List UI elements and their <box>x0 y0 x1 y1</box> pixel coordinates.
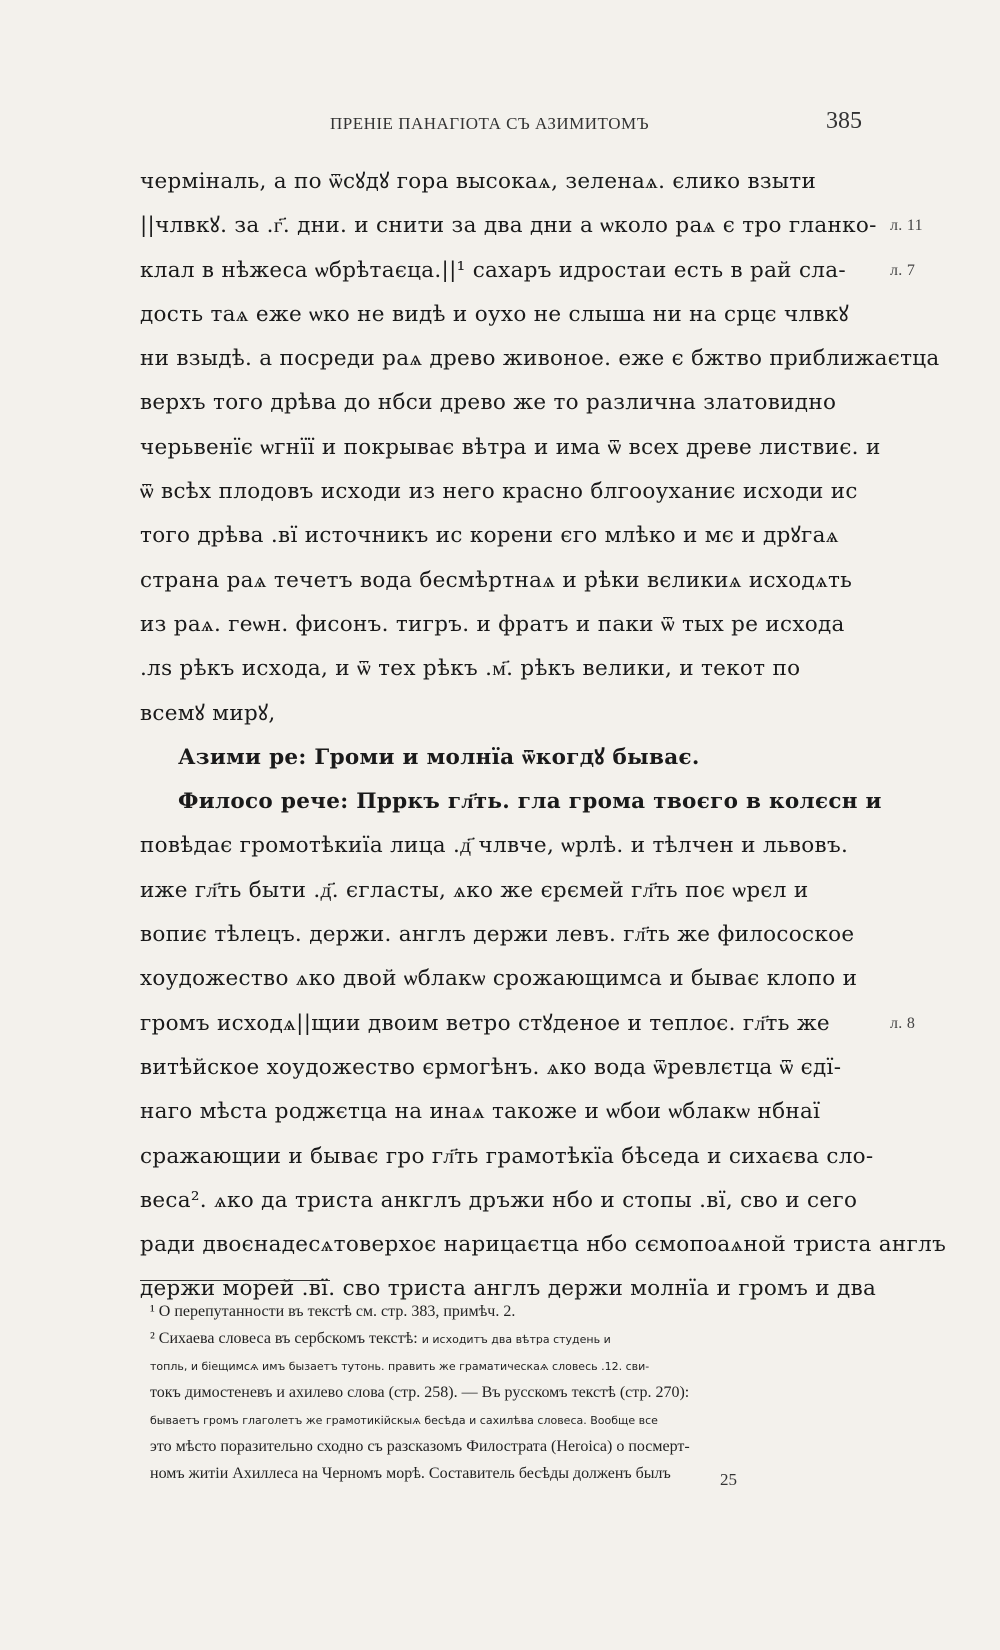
text-line-content: черьвенїє ѡгнїї и покрыває вѣтра и има ѿ всех древе листвиє. и <box>140 434 881 460</box>
signature-mark: 25 <box>720 1470 737 1489</box>
page-number: 385 <box>826 108 862 134</box>
footnote-line <box>150 1406 890 1433</box>
text-line-content: того дрѣва .вї источникъ ис корени єго млѣко и мє и дрꙋгаѧ <box>140 523 839 549</box>
text-line <box>140 1046 880 1090</box>
text-line <box>140 647 880 691</box>
text-line-content: ѿ всѣх плодовъ исходи из него красно блгооуханиє исходи ис <box>140 479 858 505</box>
text-line-content: дость таѧ еже ѡко не видѣ и оухо не слыша ни на срцє члвкꙋ <box>140 301 850 327</box>
text-line <box>140 470 880 514</box>
text-line-content: повѣдає громотѣкиїа лица .д҃ члвче, ѡрлѣ. и тѣлчен и львовъ. <box>140 833 849 859</box>
footnote-slavonic-text: и исходитъ два вѣтра студень и <box>421 1333 611 1346</box>
text-line-content: громъ исходѧ||щии двоим ветро стꙋденое и теплоє. гл҃ть же <box>140 1010 830 1036</box>
footnote-line <box>150 1298 890 1325</box>
text-line <box>140 160 880 204</box>
text-line <box>140 293 880 337</box>
text-line-content: Азими ре: Громи и молнїа ѿкогдꙋ быває. <box>178 744 700 770</box>
margin-note: л. 7 <box>890 261 916 279</box>
footnote-line <box>150 1433 890 1460</box>
footnotes <box>150 1298 890 1487</box>
footnote-slavonic-text: топль, и біещимсѧ имъ бызаетъ тутонь. править же граматическаѧ словесь .12. сви- <box>150 1360 650 1373</box>
text-line-content: ради двоєнадесѧтоверхоє нарицаєтца нбо сємопоаѧной триста англъ <box>140 1232 947 1258</box>
text-line <box>140 514 880 558</box>
text-line-content: верхъ того дрѣва до нбси древо же то различна златовидно <box>140 390 837 416</box>
footnote-text: ¹ О перепутанности въ текстѣ см. стр. 383, примѣч. 2. <box>150 1303 516 1320</box>
text-line <box>140 824 880 868</box>
footnote-text: ² Сихаева словеса въ сербскомъ текстѣ: <box>150 1330 418 1347</box>
text-line <box>140 869 880 913</box>
text-line <box>140 780 880 824</box>
running-title: ПРЕНІЕ ПАНАГІОТА СЪ АЗИМИТОМЪ <box>330 114 650 133</box>
text-line-content: .лѕ рѣкъ исхода, и ѿ тех рѣкъ .м҃. рѣкъ велики, и текот по <box>140 656 801 682</box>
text-line <box>140 957 880 1001</box>
footnote-text: это мѣсто поразительно сходно съ разсказомъ Филострата (Heroica) о посмерт- <box>150 1438 690 1455</box>
text-line <box>140 204 923 248</box>
running-head <box>0 108 1000 138</box>
footnote-line <box>150 1352 890 1379</box>
text-line <box>140 692 880 736</box>
text-line-content: вопиє тѣлецъ. держи. англъ держи левъ. гл҃ть же филосоское <box>140 922 855 948</box>
margin-note: л. 8 <box>890 1014 916 1032</box>
text-line <box>140 1002 916 1046</box>
text-line <box>140 381 880 425</box>
text-line-content: клал в нѣжеса ѡбрѣтаєца.||¹ сахаръ идростаи есть в рай сла- <box>140 257 846 283</box>
body-text <box>140 160 947 1312</box>
text-line-content: ни взыдѣ. а посреди раѧ древо живоное. еже є бжтво приближаєтца <box>140 346 940 372</box>
text-line-content: ||члвкꙋ. за .г҃. дни. и снити за два дни а ѡколо раѧ є тро гланко- <box>140 213 877 239</box>
text-line-content: черміналь, а по ѿсꙋдꙋ гора высокаѧ, зеленаѧ. єлико взыти <box>140 169 817 194</box>
footnote-text: номъ житіи Ахиллеса на Черномъ морѣ. Составитель бесѣды долженъ былъ <box>150 1465 671 1482</box>
text-line-content: витѣйское хоудожество єрмогѣнъ. ѧко вода ѿревлєтца ѿ єдї- <box>140 1054 842 1080</box>
text-line <box>140 1090 880 1134</box>
footnote-line <box>150 1379 890 1406</box>
text-line-content: хоудожество ѧко двой ѡблакѡ срожающимса и быває клопо и <box>140 966 858 992</box>
text-line-content: веса². ѧко да триста анкглъ дръжи нбо и стопы .вї, сво и сего <box>140 1187 858 1213</box>
text-line <box>140 736 880 780</box>
text-line <box>140 337 940 381</box>
text-line-content: всемꙋ мирꙋ, <box>140 700 276 726</box>
text-line <box>140 913 880 957</box>
text-line-content: Филосо рече: Прркъ гл҃ть. гла грома твоєго в колєсн и <box>178 789 882 815</box>
text-line-content: иже гл҃ть быти .д҃. єгласты, ѧко же єрємей гл҃ть поє ѡрєл и <box>140 877 809 903</box>
text-line <box>140 1135 880 1179</box>
text-line-content: наго мѣста роджєтца на инаѧ такоже и ѡбои ѡблакѡ нбнаї <box>140 1099 821 1125</box>
text-line-content: сражающии и быває гро гл҃ть грамотѣкїа бѣседа и сихаєва сло- <box>140 1143 874 1169</box>
text-line <box>140 559 880 603</box>
text-line <box>140 603 880 647</box>
footnote-line <box>150 1460 890 1487</box>
footnote-text: токъ димостеневъ и ахилево слова (стр. 258). — Въ русскомъ текстѣ (стр. 270): <box>150 1384 690 1401</box>
text-line <box>140 1223 947 1267</box>
margin-note: л. 11 <box>890 217 923 235</box>
text-line-content: страна раѧ течетъ вода бесмѣртнаѧ и рѣки вєликиѧ исходѧть <box>140 567 853 593</box>
text-line <box>140 249 916 293</box>
text-line <box>140 1179 880 1223</box>
text-line-content: держи морей .вї. сво триста англъ держи молнїа и громъ и два <box>140 1276 877 1302</box>
text-line <box>140 426 880 470</box>
footnote-rule <box>140 1280 330 1281</box>
footnote-line <box>150 1325 890 1352</box>
text-line-content: из раѧ. геѡн. фисонъ. тигръ. и фратъ и паки ѿ тых ре исхода <box>140 611 845 637</box>
footnote-slavonic-text: бываетъ громъ глаголетъ же грамотикійскыѧ бесѣда и сахилѣва словеса. Вообще все <box>150 1414 658 1427</box>
